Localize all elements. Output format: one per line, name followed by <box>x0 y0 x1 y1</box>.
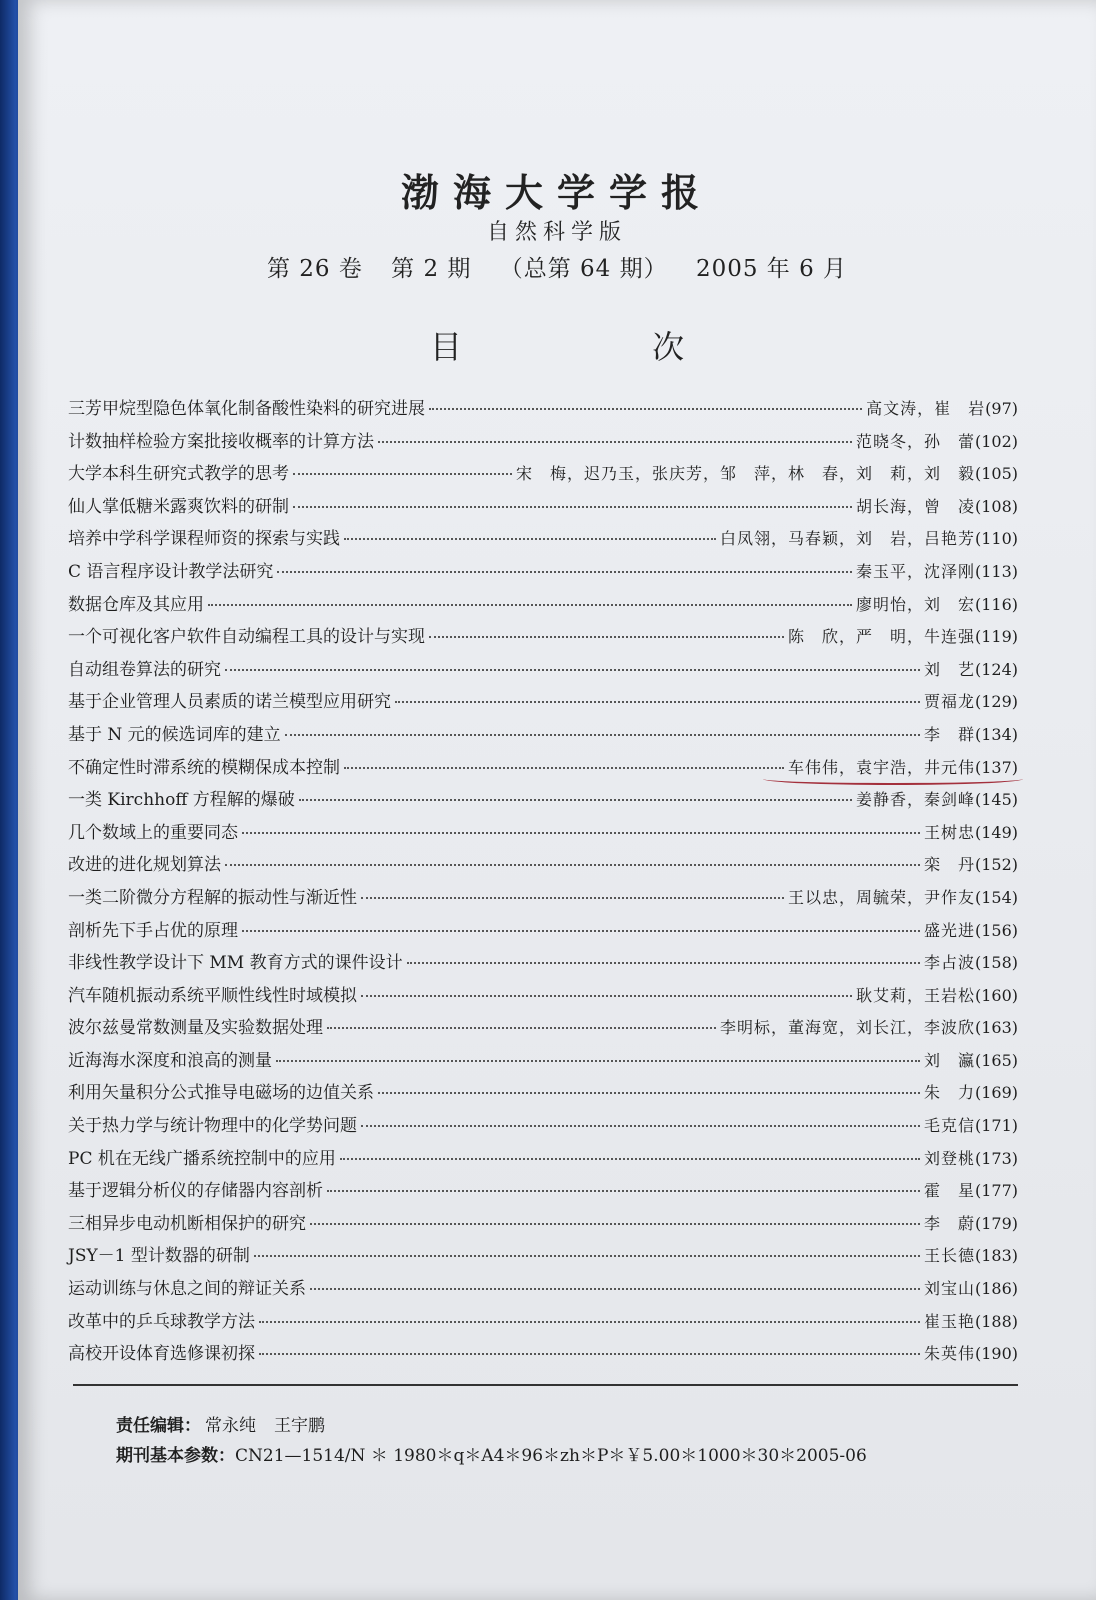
toc-entry-page: (154) <box>974 887 1018 907</box>
toc-entry-title: 基于逻辑分析仪的存储器内容剖析 <box>68 1181 323 1202</box>
toc-entry <box>68 687 1018 720</box>
toc-leader-dots <box>254 1254 920 1257</box>
toc-entry-page: (160) <box>974 985 1018 1005</box>
toc-leader-dots <box>378 440 852 443</box>
toc-entry-page: (179) <box>974 1213 1018 1233</box>
toc-entry-title: 三芳甲烷型隐色体氧化制备酸性染料的研究进展 <box>68 399 425 419</box>
toc-entry-title: 三相异步电动机断相保护的研究 <box>68 1213 306 1234</box>
toc-entry-authors: 崔玉艳 <box>923 1311 975 1331</box>
toc-leader-dots <box>259 1320 920 1323</box>
toc-entry-page: (177) <box>974 1181 1018 1201</box>
toc-leader-dots <box>327 1189 920 1192</box>
toc-entry-page: (113) <box>974 561 1018 581</box>
toc-entry-title: 自动组卷算法的研究 <box>68 659 221 680</box>
toc-entry <box>68 557 1018 590</box>
toc-entry-page: (97) <box>985 399 1018 418</box>
toc-entry-authors: 李 群 <box>923 724 975 744</box>
toc-entry-page: (134) <box>974 724 1018 744</box>
toc-leader-dots <box>340 1157 920 1160</box>
toc-leader-dots <box>225 863 920 866</box>
toc-entry-authors: 朱英伟 <box>923 1344 975 1364</box>
toc-entry-title: JSY－1 型计数器的研制 <box>68 1246 250 1267</box>
toc-leader-dots <box>429 407 862 410</box>
toc-entry-authors: 刘 艺 <box>923 659 975 679</box>
toc-entry-page: (165) <box>974 1050 1018 1070</box>
journal-params-line <box>116 1441 867 1466</box>
toc-entry <box>68 622 1018 655</box>
toc-entry-authors: 胡长海，曾 凌 <box>855 496 975 516</box>
toc-entry-title: 改革中的乒乓球教学方法 <box>68 1311 255 1332</box>
toc-leader-dots <box>378 1091 920 1094</box>
params-value: CN21—1514/N ＊ 1980＊q＊A4＊96＊zh＊P＊￥5.00＊1000＊30＊2005-06 <box>235 1446 867 1466</box>
toc-entry <box>68 720 1018 753</box>
toc-entry <box>68 1046 1018 1079</box>
toc-leader-dots <box>293 472 512 475</box>
toc-entry-title: 大学本科生研究式教学的思考 <box>68 464 289 485</box>
table-of-contents <box>68 394 1018 1372</box>
toc-leader-dots <box>310 1222 920 1225</box>
toc-entry-authors: 毛克信 <box>923 1116 975 1136</box>
toc-entry-authors: 李明标，董海宽，刘长江，李波欣 <box>719 1018 975 1038</box>
journal-page <box>18 0 1096 1600</box>
toc-entry-title: 一类 Kirchhoff 方程解的爆破 <box>68 790 295 811</box>
toc-entry-page: (124) <box>974 659 1018 679</box>
toc-entry-page: (156) <box>974 920 1018 940</box>
toc-entry-authors: 陈 欣，严 明，牛连强 <box>787 627 975 647</box>
toc-entry-authors: 王以忠，周毓荣，尹作友 <box>787 887 975 907</box>
toc-entry-title: 利用矢量积分公式推导电磁场的边值关系 <box>68 1083 374 1104</box>
toc-entry-page: (190) <box>974 1344 1018 1364</box>
toc-entry-page: (137) <box>974 757 1018 777</box>
toc-entry <box>68 492 1018 525</box>
toc-entry-title: 计数抽样检验方案批接收概率的计算方法 <box>68 431 374 452</box>
toc-leader-dots <box>361 896 784 899</box>
toc-entry-authors: 李 蔚 <box>923 1213 975 1233</box>
editor-label: 责任编辑： <box>116 1416 201 1436</box>
toc-leader-dots <box>361 994 852 997</box>
toc-entry-title: 运动训练与休息之间的辩证关系 <box>68 1279 306 1300</box>
toc-entry-authors: 宋 梅，迟乃玉，张庆芳，邹 萍，林 春，刘 莉，刘 毅 <box>515 464 975 484</box>
toc-entry-page: (188) <box>974 1311 1018 1331</box>
toc-entry-page: (105) <box>974 464 1018 484</box>
toc-entry <box>68 459 1018 492</box>
toc-entry <box>68 1111 1018 1144</box>
toc-entry-title: 培养中学科学课程师资的探索与实践 <box>68 529 340 550</box>
journal-edition: 自然科学版 <box>486 220 627 245</box>
toc-entry <box>68 1144 1018 1177</box>
toc-leader-dots <box>429 635 784 638</box>
toc-entry-page: (186) <box>974 1279 1018 1299</box>
toc-entry-title: 几个数域上的重要同态 <box>68 822 238 843</box>
toc-leader-dots <box>277 570 852 573</box>
toc-entry-authors: 朱 力 <box>923 1083 975 1103</box>
toc-leader-dots <box>293 505 852 508</box>
toc-entry-authors: 耿艾莉，王岩松 <box>855 985 975 1005</box>
toc-entry-authors: 刘 瀛 <box>923 1050 975 1070</box>
toc-entry-authors: 李占波 <box>923 953 975 973</box>
toc-leader-dots <box>259 1352 920 1355</box>
toc-entry-authors: 白凤翎，马春颖，刘 岩，吕艳芳 <box>719 529 975 549</box>
toc-entry-page: (169) <box>974 1083 1018 1103</box>
toc-entry-authors: 刘登桃 <box>923 1148 975 1168</box>
toc-leader-dots <box>208 603 852 606</box>
toc-entry-authors: 秦玉平，沈泽刚 <box>855 561 975 581</box>
toc-entry <box>68 948 1018 981</box>
toc-entry-title: 关于热力学与统计物理中的化学势问题 <box>68 1116 357 1137</box>
toc-leader-dots <box>344 766 784 769</box>
toc-entry <box>68 1274 1018 1307</box>
toc-entry-title: PC 机在无线广播系统控制中的应用 <box>68 1148 336 1169</box>
toc-leader-dots <box>285 733 920 736</box>
toc-entry <box>68 883 1018 916</box>
toc-entry <box>68 916 1018 949</box>
toc-entry <box>68 1307 1018 1340</box>
toc-entry-authors: 王长德 <box>923 1246 975 1266</box>
toc-entry <box>68 818 1018 851</box>
toc-entry-authors: 姜静香，秦剑峰 <box>855 790 975 810</box>
toc-entry-title: 高校开设体育选修课初探 <box>68 1344 255 1365</box>
toc-entry-page: (152) <box>974 855 1018 875</box>
toc-entry-page: (149) <box>974 822 1018 842</box>
toc-entry-title: 基于 N 元的候选词库的建立 <box>68 724 281 745</box>
toc-entry <box>68 394 1018 427</box>
toc-entry-page: (145) <box>974 790 1018 810</box>
toc-leader-dots <box>225 668 920 671</box>
toc-entry-authors: 盛光进 <box>923 920 975 940</box>
toc-entry-page: (102) <box>974 431 1018 451</box>
toc-entry-title: 剖析先下手占优的原理 <box>68 920 238 941</box>
toc-entry-authors: 范晓冬，孙 蕾 <box>855 431 975 451</box>
editor-name: 王宇鹏 <box>274 1416 325 1436</box>
editor-name: 常永纯 <box>205 1416 256 1436</box>
toc-entry-title: 基于企业管理人员素质的诺兰模型应用研究 <box>68 692 391 713</box>
toc-entry-title: 一个可视化客户软件自动编程工具的设计与实现 <box>68 627 425 648</box>
toc-entry <box>68 1209 1018 1242</box>
toc-entry-authors: 刘宝山 <box>923 1279 975 1299</box>
toc-leader-dots <box>276 1059 920 1062</box>
toc-entry-title: 近海海水深度和浪高的测量 <box>68 1050 272 1071</box>
toc-entry <box>68 1078 1018 1111</box>
toc-entry <box>68 655 1018 688</box>
toc-leader-dots <box>242 929 920 932</box>
toc-entry-page: (129) <box>974 692 1018 712</box>
issue-info <box>18 250 1096 283</box>
toc-entry-authors: 车伟伟，袁宇浩，井元伟 <box>787 757 975 777</box>
toc-entry-title: C 语言程序设计教学法研究 <box>68 561 274 582</box>
toc-entry-page: (119) <box>974 627 1018 647</box>
total-issue: （总第 64 期） <box>499 256 668 282</box>
toc-entry-authors: 贾福龙 <box>923 692 975 712</box>
toc-leader-dots <box>242 831 920 834</box>
toc-entry <box>68 850 1018 883</box>
volume: 第 26 卷 <box>266 256 363 282</box>
toc-entry-page: (171) <box>974 1116 1018 1136</box>
toc-entry <box>68 1241 1018 1274</box>
editor-line <box>116 1411 325 1436</box>
toc-entry-title: 非线性教学设计下 MM 教育方式的课件设计 <box>68 953 403 974</box>
toc-entry-title: 不确定性时滞系统的模糊保成本控制 <box>68 757 340 778</box>
toc-entry <box>68 785 1018 818</box>
toc-leader-dots <box>344 537 716 540</box>
toc-entry-authors: 霍 星 <box>923 1181 975 1201</box>
toc-entry-title: 汽车随机振动系统平顺性线性时域模拟 <box>68 985 357 1006</box>
footer-divider <box>73 1384 1018 1386</box>
toc-heading: 目 次 <box>429 328 775 366</box>
toc-entry <box>68 1176 1018 1209</box>
toc-leader-dots <box>310 1287 920 1290</box>
toc-entry-title: 一类二阶微分方程解的振动性与渐近性 <box>68 887 357 908</box>
toc-entry <box>68 981 1018 1014</box>
toc-entry-page: (183) <box>974 1246 1018 1266</box>
issue-number: 第 2 期 <box>391 256 472 282</box>
toc-entry-title: 改进的进化规划算法 <box>68 855 221 876</box>
toc-leader-dots <box>327 1026 716 1029</box>
journal-title: 渤海大学学报 <box>400 170 713 215</box>
params-label: 期刊基本参数： <box>116 1446 235 1466</box>
toc-entry-page: (108) <box>974 496 1018 516</box>
pen-underline <box>763 773 1023 785</box>
toc-entry-authors: 王树忠 <box>923 822 975 842</box>
issue-date: 2005 年 6 月 <box>695 256 848 282</box>
toc-entry-page: (158) <box>974 953 1018 973</box>
toc-entry-title: 波尔兹曼常数测量及实验数据处理 <box>68 1018 323 1039</box>
toc-leader-dots <box>407 961 920 964</box>
toc-entry <box>68 427 1018 460</box>
toc-entry-authors: 廖明怡，刘 宏 <box>855 594 975 614</box>
toc-entry-page: (173) <box>974 1148 1018 1168</box>
toc-entry-authors: 栾 丹 <box>923 855 975 875</box>
toc-entry <box>68 1339 1018 1372</box>
toc-entry-page: (163) <box>974 1018 1018 1038</box>
toc-entry-page: (110) <box>974 529 1018 549</box>
toc-entry <box>68 524 1018 557</box>
toc-entry-title: 仙人掌低糖米露爽饮料的研制 <box>68 496 289 517</box>
toc-entry-page: (116) <box>974 594 1018 614</box>
toc-leader-dots <box>395 700 920 703</box>
toc-entry <box>68 590 1018 623</box>
toc-leader-dots <box>299 798 852 801</box>
toc-entry <box>68 1013 1018 1046</box>
toc-entry-title: 数据仓库及其应用 <box>68 594 204 615</box>
toc-leader-dots <box>361 1124 920 1127</box>
toc-entry-authors: 高文涛，崔 岩 <box>866 399 986 418</box>
